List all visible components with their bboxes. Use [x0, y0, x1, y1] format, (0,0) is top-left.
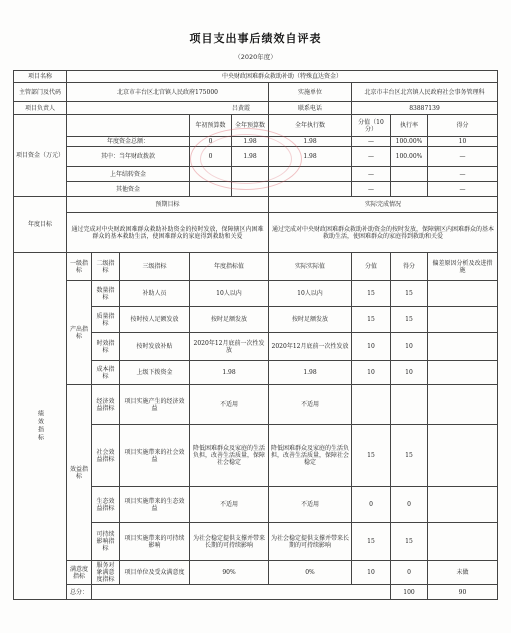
- label-actual-completion: 实际完成情况: [269, 197, 498, 213]
- table-row: 成本指标 上级下拨资金 1.98 1.98 10 10: [14, 361, 498, 385]
- value-phone: 83887139: [352, 102, 498, 115]
- label-impl-unit: 实施单位: [269, 83, 352, 102]
- total-score: 90: [428, 585, 498, 600]
- table-row: 质量指标 按时按人足额发放 按时足额发放 按时足额发放 15 15: [14, 307, 498, 333]
- row-total: [14, 585, 498, 600]
- col-level3: 三级指标: [120, 253, 190, 281]
- total-value: 100: [391, 585, 428, 600]
- table-row: 产出指标 数量指标 补助人员 10人以内 10人以内 15 15: [14, 281, 498, 307]
- page-title: 项目支出事后绩效自评表: [189, 32, 322, 45]
- value-leader: 吕黄霞: [67, 102, 269, 115]
- col-budget-full: 全年预算数: [232, 115, 269, 137]
- table-row: 可持续影响指标 项目实施带来的可持续影响 为社会稳定提供支撑并带来长期的可持续影响 为社会稳定提供支撑并带来长期的可持续影响 15 15: [14, 523, 498, 561]
- row-funds-carry: 上年结转资金 — —: [14, 167, 498, 182]
- col-annual: 年度指标值: [190, 253, 269, 281]
- label-total: 总分：: [67, 585, 92, 600]
- value-impl-unit: 北京市丰台区北宫镇人民政府社会事务管理科: [352, 83, 498, 102]
- row-funds-fiscal: 其中：当年财政拨款 0 1.98 1.98 — 100.00% —: [14, 147, 498, 167]
- label-satisfaction-indicators: 满意度指标: [67, 561, 92, 585]
- table-row: 满意度指标 服务对象满意度指标 项目单位及受众满意度 90% 0% 10 0 未做: [14, 561, 498, 585]
- col-exec-rate: 执行率: [391, 115, 428, 137]
- label-benefit-indicators: 效益指标: [67, 385, 92, 561]
- row-funds-total: 年度资金总额： 0 1.98 1.98 — 100.00% 10: [14, 137, 498, 147]
- value-actual-completion: 通过完成对中央财政困难群众救助补助资金的按时发放，保障辖区内困难群众的基本救助生活，使困难群众的家庭得到救助和关爱: [269, 213, 498, 253]
- label-perf-indicators: 绩效指标: [14, 253, 67, 600]
- col-deviation: 偏差原因分析及改进措施: [428, 253, 498, 281]
- row-funds-header: [14, 115, 498, 137]
- table-row: 社会效益指标 项目实施带来的社会效益 降低困难群众及家庭的生活负担，改善生活质量，保障社会稳定 降低困难群众及家庭的生活负担，改善生活质量，保障社会稳定 15 15: [14, 425, 498, 487]
- value-dept: 北京市丰台区北宫镇人民政府175000: [67, 83, 269, 102]
- row-goal-header: [14, 197, 498, 213]
- col-score-value: 分值（10分）: [352, 115, 391, 137]
- label-current-fiscal: 其中：当年财政拨款: [67, 147, 190, 167]
- label-output-indicators: 产出指标: [67, 281, 92, 385]
- label-leader: 项目负责人: [14, 102, 67, 115]
- label-project-name: 项目名称: [14, 71, 67, 83]
- label-total-funds: 年度资金总额：: [67, 137, 190, 147]
- col-score-ind: 得分: [391, 253, 428, 281]
- label-prev-carry: 上年结转资金: [67, 167, 190, 182]
- col-level2: 二级指标: [92, 253, 120, 281]
- col-actual: 实际实际值: [269, 253, 352, 281]
- self-evaluation-table: [13, 70, 498, 600]
- label-funds: 项目资金（万元）: [14, 115, 67, 197]
- table-row: 生态效益指标 项目实施带来的生态效益 不适用 不适用 0 0: [14, 487, 498, 523]
- value-project-name: 中央财政困难群众救助补助（特殊直达资金）: [67, 71, 498, 83]
- label-annual-goal: 年度目标: [14, 197, 67, 253]
- col-score-value-ind: 分值: [352, 253, 391, 281]
- col-score: 得分: [428, 115, 498, 137]
- col-level1: 一级指标: [67, 253, 92, 281]
- col-budget-initial: 年初预算数: [190, 115, 232, 137]
- row-indicator-header: [14, 253, 498, 281]
- table-row: 时效指标 按时发放补贴 2020年12月底前一次性发放 2020年12月底前一次性发放 10 10: [14, 333, 498, 361]
- row-funds-other: 其他资金 — —: [14, 182, 498, 197]
- page-subtitle: （2020年度）: [234, 53, 277, 61]
- label-dept: 主管部门及代码: [14, 83, 67, 102]
- col-exec-full: 全年执行数: [269, 115, 352, 137]
- label-other-funds: 其他资金: [67, 182, 190, 197]
- value-expected-goal: 通过完成对中央财政困难群众救助补助资金的按时发放，保障辖区内困难群众的基本救助生活，使困难群众的家庭得到救助和关爱: [67, 213, 269, 253]
- label-phone: 联系电话: [269, 102, 352, 115]
- row-goal-content: [14, 213, 498, 253]
- label-expected-goal: 预期目标: [67, 197, 269, 213]
- row-dept: [14, 83, 498, 102]
- table-row: 效益指标 经济效益指标 项目实施产生的经济效益 不适用 不适用: [14, 385, 498, 425]
- row-project-name: [14, 71, 498, 83]
- row-leader: [14, 102, 498, 115]
